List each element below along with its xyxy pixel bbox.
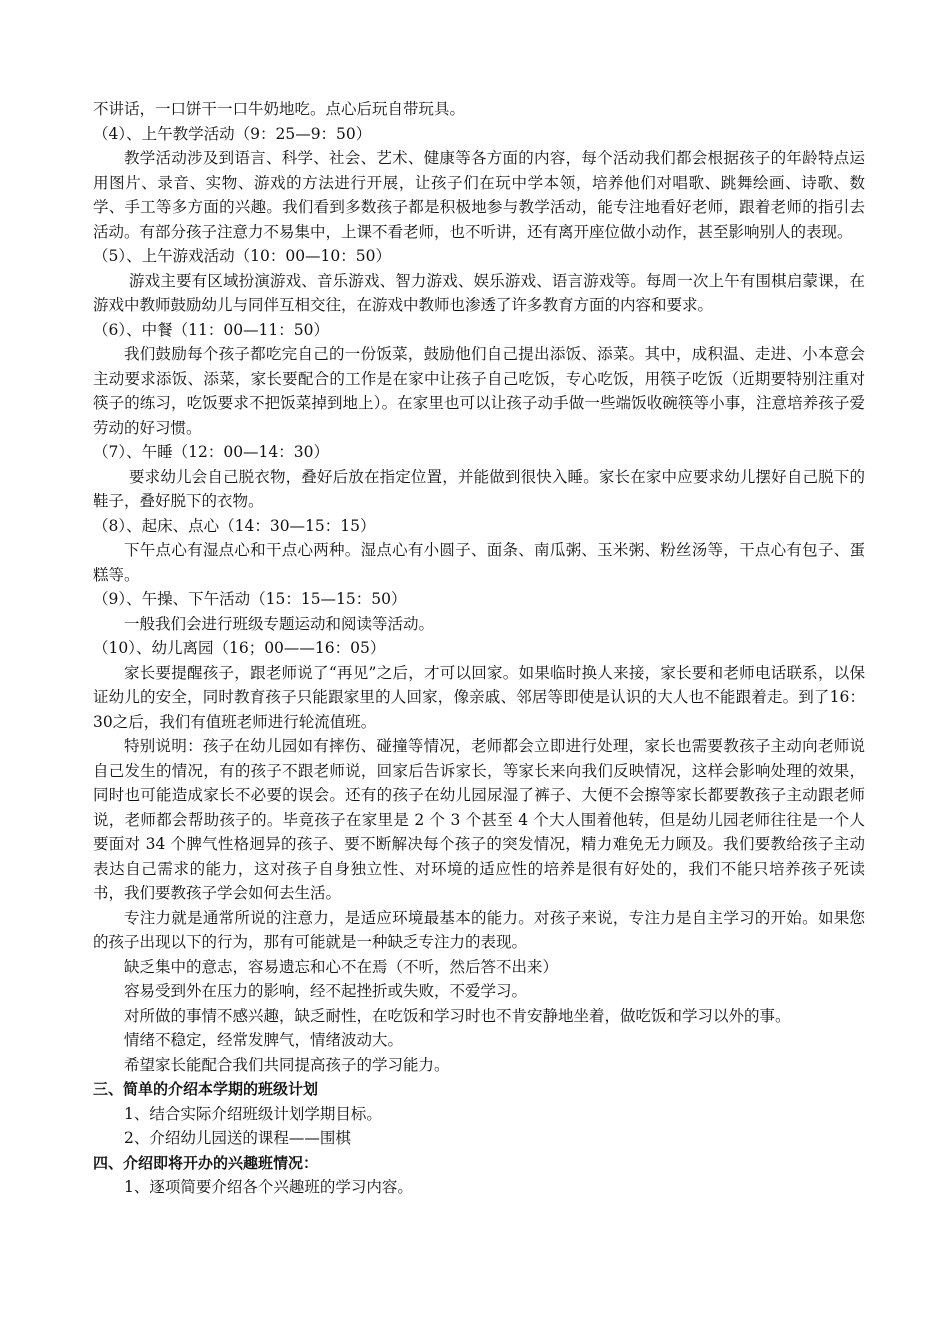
section-heading-teaching: （4）、上午教学活动（9：25—9：50）: [93, 124, 372, 143]
paragraph-leave: 家长要提醒孩子，跟老师说了“再见”之后，才可以回家。如果临时换人来接，家长要和老师电话联系，以保证幼儿的安全，同时教育孩子只能跟家里的人回家，像亲戚、邻居等即使是认识的大人也不能跟着走。到了16：30之后，我们有值班老师进行轮流值班。: [93, 663, 865, 731]
list-item: 1、逐项简要介绍各个兴趣班的学习内容。: [124, 1178, 413, 1196]
list-item: 1、结合实际介绍班级计划学期目标。: [124, 1104, 382, 1123]
section-heading-nap: （7）、午睡（12：00—14：30）: [93, 443, 330, 461]
list-item: 2、介绍幼儿园送的课程——围棋: [124, 1129, 351, 1147]
section-heading-games: （5）、上午游戏活动（10：00—10：50）: [93, 247, 392, 265]
document-page: [93, 97, 865, 1200]
list-item: 情绪不稳定，经常发脾气，情绪波动大。: [124, 1031, 404, 1049]
list-item: 希望家长能配合我们共同提高孩子的学习能力。: [124, 1055, 450, 1074]
paragraph-continuation: 不讲话，一口饼干一口牛奶地吃。点心后玩自带玩具。: [93, 100, 466, 118]
section-heading-lunch: （6）、中餐（11：00—11：50）: [93, 320, 330, 339]
section-heading-afternoon: （9）、午操、下午活动（15：15—15：50）: [93, 590, 407, 608]
section-title-class-plan: 三、简单的介绍本学期的班级计划: [93, 1080, 319, 1098]
paragraph-attention: 专注力就是通常所说的注意力，是适应环境最基本的能力。对孩子来说，专注力是自主学习的开始。如果您的孩子出现以下的行为，那有可能就是一种缺乏专注力的表现。: [93, 908, 865, 951]
paragraph-teaching: 教学活动涉及到语言、科学、社会、艺术、健康等各方面的内容，每个活动我们都会根据孩子的年龄特点运用图片、录音、实物、游戏的方法进行开展，让孩子们在玩中学本领，培养他们对唱歌、跳舞绘画、诗歌、数学、手工等多方面的兴趣。我们看到多数孩子都是积极地参与教学活动，能专注地看好老师，跟着老师的指引去活动。有部分孩子注意力不易集中，上课不看老师，也不听讲，还有离开座位做小动作，甚至影响别人的表现。: [93, 149, 865, 241]
paragraph-afternoon: 一般我们会进行班级专题运动和阅读等活动。: [124, 614, 435, 633]
list-item: 对所做的事情不感兴趣，缺乏耐性，在吃饭和学习时也不肯安静地坐着，做吃饭和学习以外的事。: [124, 1006, 791, 1025]
paragraph-snack: 下午点心有湿点心和干点心两种。湿点心有小圆子、面条、南瓜粥、玉米粥、粉丝汤等，干点心有包子、蛋糕等。: [93, 541, 865, 584]
section-heading-leave: （10）、幼儿离园（16；00——16：05）: [93, 639, 386, 657]
paragraph-lunch: 我们鼓励每个孩子都吃完自己的一份饭菜，鼓励他们自己提出添饭、添菜。其中，成积温、走进、小本意会主动要求添饭、添菜，家长要配合的工作是在家中让孩子自己吃饭，专心吃饭，用筷子吃饭（近期要特别注重对筷子的练习，吃饭要求不把饭菜掉到地上）。在家里也可以让孩子动手做一些端饭收碗筷等小事，注意培养孩子爱劳动的好习惯。: [93, 345, 865, 437]
section-heading-snack: （8）、起床、点心（14：30—15：15）: [93, 516, 376, 535]
paragraph-games: 游戏主要有区域扮演游戏、音乐游戏、智力游戏、娱乐游戏、语言游戏等。每周一次上午有围棋启蒙课，在游戏中教师鼓励幼儿与同伴互相交往，在游戏中教师也渗透了许多教育方面的内容和要求。: [93, 271, 865, 314]
paragraph-special-note: 特别说明：孩子在幼儿园如有摔伤、碰撞等情况，老师都会立即进行处理，家长也需要教孩子主动向老师说自己发生的情况，有的孩子不跟老师说，回家后告诉家长，等家长来向我们反映情况，这样会影响处理的效果，同时也可能造成家长不必要的误会。还有的孩子在幼儿园尿湿了裤子、大便不会擦等家长都要教孩子主动跟老师说，老师都会帮助孩子的。毕竟孩子在家里是 2 个 3 个甚至 4 个大人围着他转，但是幼儿园老师往往是一个人要面对 34 个脾气性格迥异的孩子、要不断解决每个孩子的突发情况，精力难免无力顾及。我们要教给孩子主动表达自己需求的能力，这对孩子自身独立性、对环境的适应性的培养是很有好处的，我们不能只培养孩子死读书，我们要教孩子学会如何去生活。: [93, 737, 865, 902]
list-item: 容易受到外在压力的影响，经不起挫折或失败，不爱学习。: [124, 982, 528, 1000]
paragraph-nap: 要求幼儿会自己脱衣物，叠好后放在指定位置，并能做到很快入睡。家长在家中应要求幼儿摆好自己脱下的鞋子，叠好脱下的衣物。: [93, 467, 865, 510]
list-item: 缺乏集中的意志，容易遗忘和心不在焉（不听，然后答不出来）: [124, 957, 559, 976]
section-title-interest-class: 四、介绍即将开办的兴趣班情况：: [93, 1153, 319, 1172]
